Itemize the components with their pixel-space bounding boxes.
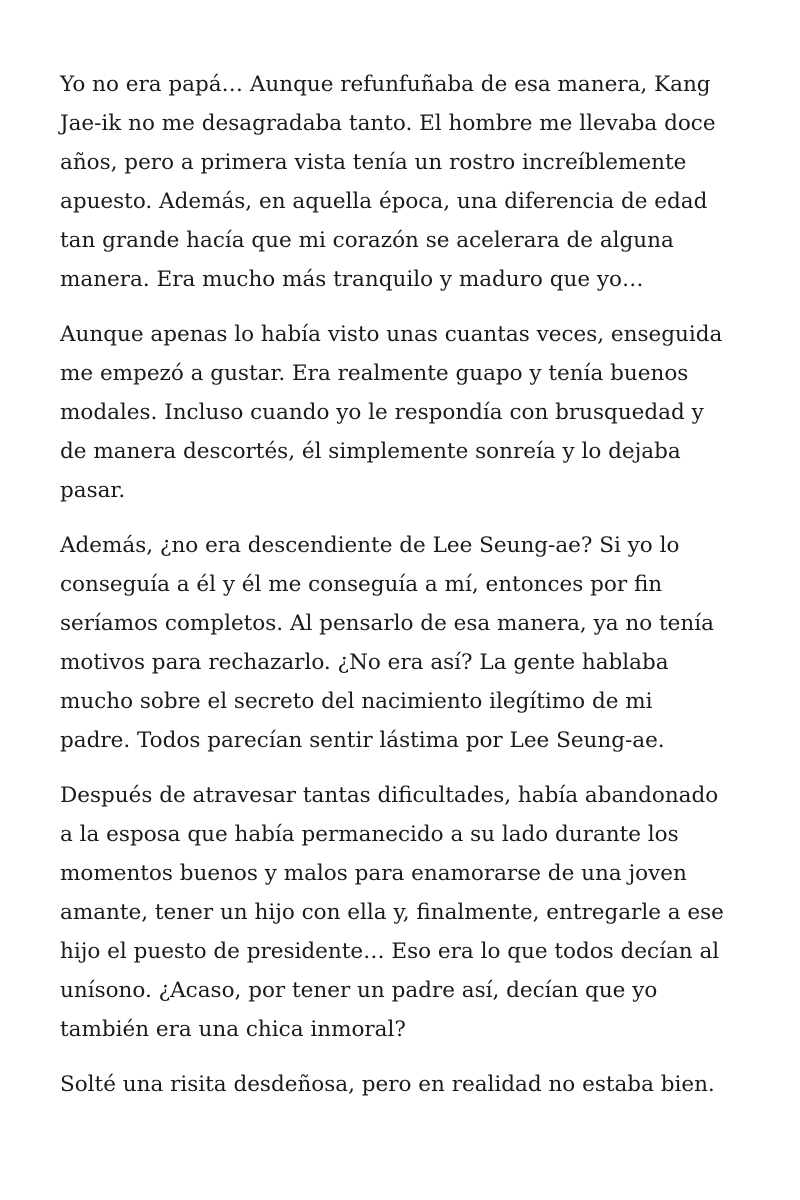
text-line: mucho sobre el secreto del nacimiento ilegítimo de mi: [60, 689, 653, 714]
text-line: hijo el puesto de presidente… Eso era lo que todos decían al: [60, 939, 720, 964]
paragraph-1: [60, 65, 745, 299]
text-line: Jae-ik no me desagradaba tanto. El hombre me llevaba doce: [60, 111, 716, 136]
text-line: también era una chica inmoral?: [60, 1017, 406, 1042]
paragraph-5: [60, 1065, 745, 1104]
text-line: pasar.: [60, 478, 126, 503]
text-line: Yo no era papá… Aunque refunfuñaba de esa manera, Kang: [60, 72, 711, 97]
text-line: amante, tener un hijo con ella y, finalmente, entregarle a ese: [60, 900, 724, 925]
text-line: Además, ¿no era descendiente de Lee Seung-ae? Si yo lo: [60, 533, 680, 558]
text-line: Después de atravesar tantas dificultades, había abandonado: [60, 783, 719, 808]
paragraph-4: [60, 776, 745, 1049]
text-line: años, pero a primera vista tenía un rostro increíblemente: [60, 150, 687, 175]
text-line: modales. Incluso cuando yo le respondía con brusquedad y: [60, 400, 704, 425]
text-line: Solté una risita desdeñosa, pero en realidad no estaba bien.: [60, 1072, 715, 1097]
text-line: Aunque apenas lo había visto unas cuantas veces, enseguida: [60, 322, 723, 347]
text-line: seríamos completos. Al pensarlo de esa manera, ya no tenía: [60, 611, 714, 636]
paragraph-2: [60, 315, 745, 510]
text-line: manera. Era mucho más tranquilo y maduro que yo…: [60, 267, 644, 292]
text-line: tan grande hacía que mi corazón se acelerara de alguna: [60, 228, 674, 253]
text-line: unísono. ¿Acaso, por tener un padre así, decían que yo: [60, 978, 658, 1003]
text-line: motivos para rechazarlo. ¿No era así? La gente hablaba: [60, 650, 669, 675]
text-line: a la esposa que había permanecido a su lado durante los: [60, 822, 679, 847]
text-line: padre. Todos parecían sentir lástima por Lee Seung-ae.: [60, 728, 665, 753]
text-line: de manera descortés, él simplemente sonreía y lo dejaba: [60, 439, 681, 464]
text-line: conseguía a él y él me conseguía a mí, entonces por fin: [60, 572, 663, 597]
text-line: me empezó a gustar. Era realmente guapo y tenía buenos: [60, 361, 689, 386]
paragraph-3: [60, 526, 745, 760]
text-line: momentos buenos y malos para enamorarse de una joven: [60, 861, 687, 886]
text-line: apuesto. Además, en aquella época, una diferencia de edad: [60, 189, 708, 214]
